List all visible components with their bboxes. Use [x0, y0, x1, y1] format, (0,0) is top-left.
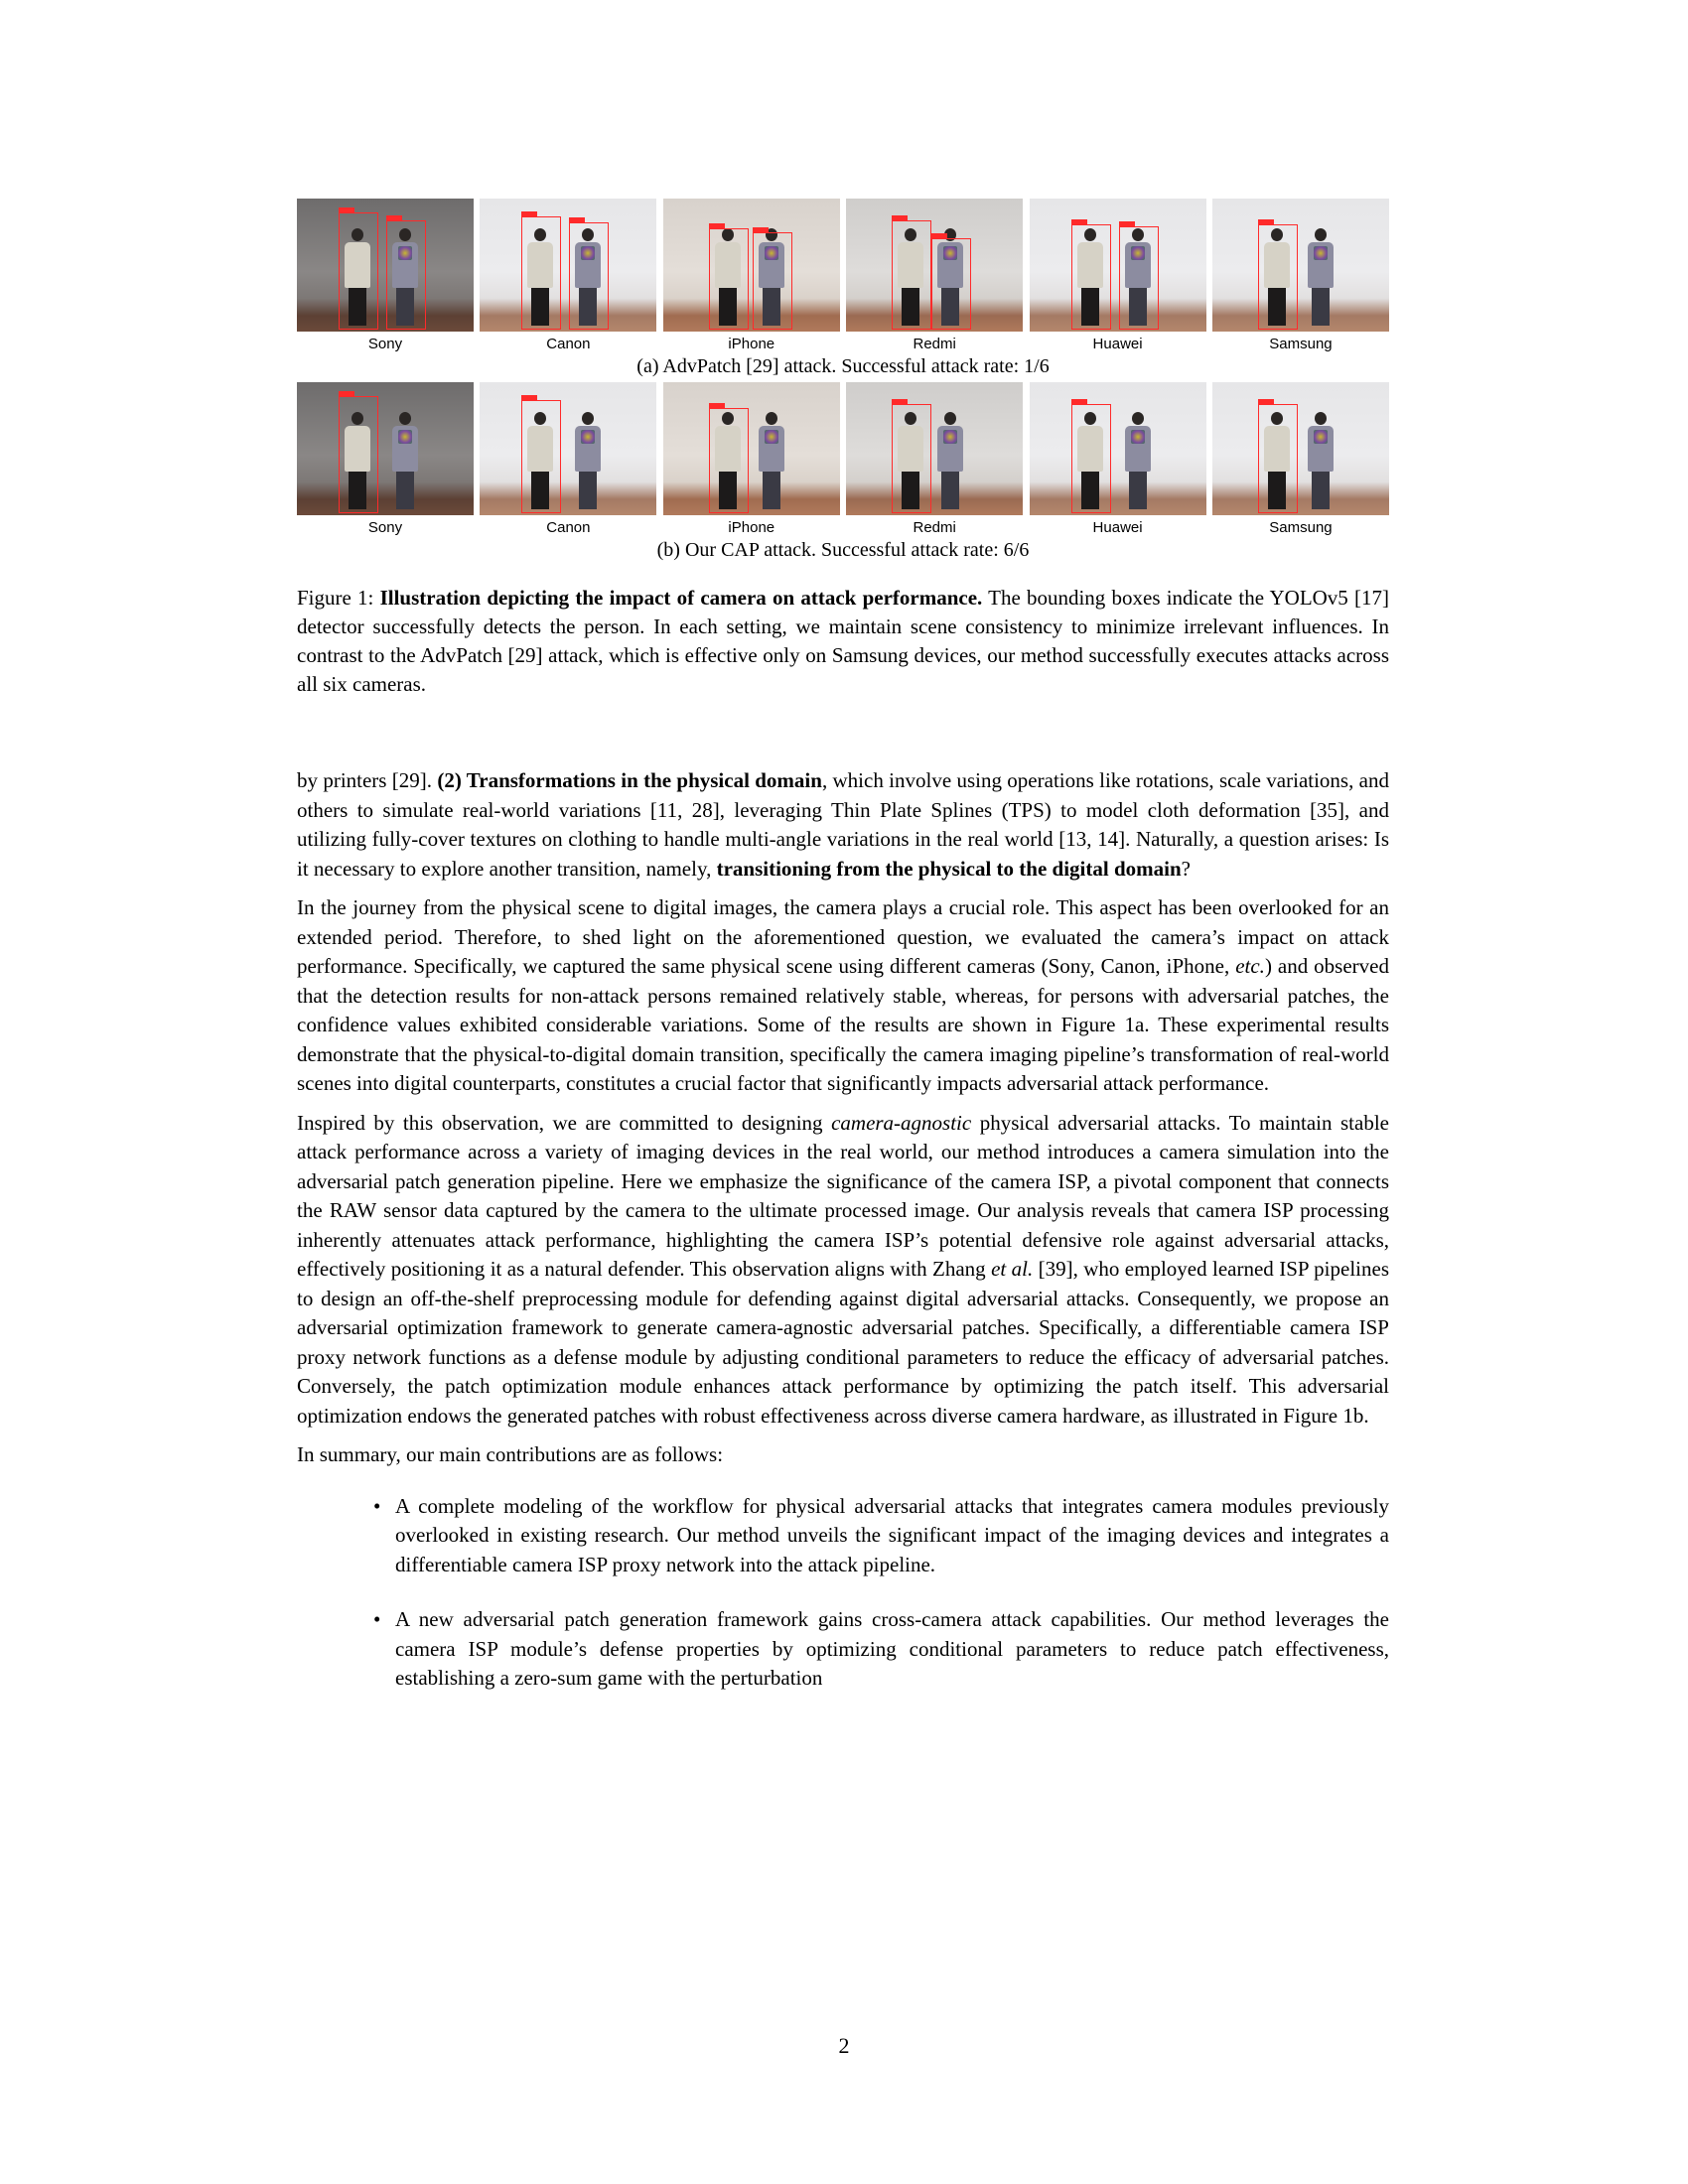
caption-prefix: Figure 1:	[297, 586, 380, 610]
photo-cell	[846, 382, 1023, 537]
list-item	[373, 1605, 1389, 1694]
photo-iphone-cap	[663, 382, 840, 515]
page-number: 2	[838, 2033, 850, 2058]
photo-sony-advpatch	[297, 199, 474, 332]
photo-iphone-advpatch	[663, 199, 840, 332]
photo-cell	[480, 382, 656, 537]
photo-cell	[663, 199, 840, 353]
detection-box	[753, 232, 792, 330]
person-with-patch	[937, 412, 963, 509]
camera-label: Sony	[367, 519, 403, 536]
list-item	[373, 1492, 1389, 1580]
detection-box	[709, 228, 749, 330]
subfigure-caption-b: (b) Our CAP attack. Successful attack rate: 6/6	[656, 539, 1030, 561]
italic-text: et al.	[991, 1257, 1034, 1281]
photo-samsung-advpatch	[1212, 199, 1389, 332]
person-with-patch	[1308, 412, 1334, 509]
photo-huawei-advpatch	[1030, 199, 1206, 332]
paragraph-4: In summary, our main contributions are as follows:	[297, 1442, 724, 1466]
detection-box	[931, 238, 971, 330]
caption-title: Illustration depicting the impact of camera on attack performance.	[379, 586, 983, 610]
detection-box	[339, 212, 378, 330]
detection-box	[1071, 224, 1111, 330]
text-run: [39], who employed learned ISP pipelines to design an off-the-shelf preprocessing module for defending against digital adversarial attacks. Consequently, we propose an adversarial optimization framework to generate camera-agnostic adversarial patches. Specifically, a differentiable camera ISP proxy network functions as a defense module by adjusting conditional parameters to reduce the efficacy of adversarial patches. Conversely, the patch optimization module enhances attack performance by optimizing the patch itself. This adversarial optimization endows the generated patches with robust effectiveness across diverse camera hardware, as illustrated in Figure 1b.	[297, 1257, 1389, 1428]
bold-text: transitioning from the physical to the digital domain	[716, 856, 1182, 881]
photo-canon-advpatch	[480, 199, 656, 332]
person-with-patch	[759, 412, 784, 509]
photo-redmi-advpatch	[846, 199, 1023, 332]
person-with-patch	[575, 412, 601, 509]
detection-box	[709, 408, 749, 513]
figure-caption	[297, 584, 1389, 699]
list-item-text: A new adversarial patch generation framework gains cross-camera attack capabilities. Our method leverages the camera ISP module’s defense properties by optimizing conditional parameters to reduce patch effectiveness, establishing a zero-sum game with the perturbation	[395, 1607, 1389, 1690]
camera-label: Sony	[367, 336, 403, 352]
photo-canon-cap	[480, 382, 656, 515]
italic-text: etc.	[1235, 954, 1265, 978]
subfigure-caption-a: (a) AdvPatch [29] attack. Successful attack rate: 1/6	[636, 355, 1050, 377]
page-content	[297, 199, 1389, 1719]
detection-box	[1258, 224, 1298, 330]
text-run: Inspired by this observation, we are committed to designing	[297, 1110, 832, 1135]
text-run: physical adversarial attacks. To maintain stable attack performance across a variety of imaging devices in the real world, our method introduces a camera simulation into the adversarial patch generation pipeline. Here we emphasize the significance of the camera ISP, a pivotal component that connects the RAW sensor data captured by the camera to the ultimate processed image. Our analysis reveals that camera ISP processing inherently attenuates attack performance, highlighting the camera ISP’s potential defensive role against adversarial attacks, effectively positioning it as a natural defender. This observation aligns with Zhang	[297, 1110, 1389, 1281]
list-item-text: A complete modeling of the workflow for physical adversarial attacks that integrates camera modules previously overlooked in existing research. Our method unveils the significant impact of the imaging devices and integrates a differentiable camera ISP proxy network into the attack pipeline.	[395, 1493, 1389, 1576]
photo-sony-cap	[297, 382, 474, 515]
text-run: ) and observed that the detection results for non-attack persons remained relatively stable, whereas, for persons with adversarial patches, the confidence values exhibited considerable variations. Some of the results are shown in Figure 1a. These experimental results demonstrate that the physical-to-digital domain transition, specifically the camera imaging pipeline’s transformation of real-world scenes into digital counterparts, constitutes a crucial factor that significantly impacts adversarial attack performance.	[297, 954, 1389, 1095]
bullet: •	[373, 1493, 381, 1518]
photo-cell	[1212, 382, 1389, 537]
photo-cell	[663, 382, 840, 537]
photo-huawei-cap	[1030, 382, 1206, 515]
photo-cell	[1030, 199, 1206, 353]
photo-redmi-cap	[846, 382, 1023, 515]
detection-box	[1258, 404, 1298, 513]
text-run: In the journey from the physical scene to digital images, the camera plays a crucial role. This aspect has been overlooked for an extended period. Therefore, to shed light on the aforementioned question, we evaluated the camera’s impact on attack performance. Specifically, we captured the same physical scene using different cameras (Sony, Canon, iPhone,	[297, 895, 1389, 978]
photo-cell	[1212, 199, 1389, 353]
paragraph-2	[297, 893, 1389, 1099]
figure-row-b	[297, 382, 1389, 537]
person-with-patch	[1125, 412, 1151, 509]
text-run: , which involve using operations like rotations, scale variations, and others to simulate real-world variations [11, 28], leveraging Thin Plate Splines (TPS) to model cloth deformation [35], and utilizing fully-cover textures on clothing to handle multi-angle variations in the real world [13, 14]. Naturally, a question arises: Is it necessary to explore another transition, namely,	[297, 768, 1389, 881]
detection-box	[339, 396, 378, 513]
detection-box	[386, 220, 426, 330]
figure-row-a	[297, 199, 1389, 353]
detection-box	[892, 220, 931, 330]
bullet: •	[373, 1607, 381, 1631]
detection-box	[521, 400, 561, 513]
detection-box	[1071, 404, 1111, 513]
photo-cell	[1030, 382, 1206, 537]
camera-label: Samsung	[1269, 519, 1333, 536]
bold-text: (2) Transformations in the physical domain	[437, 768, 822, 792]
detection-box	[521, 216, 561, 330]
detection-box	[892, 404, 931, 513]
camera-label: iPhone	[728, 519, 775, 536]
camera-label: iPhone	[728, 336, 775, 352]
caption-text: The bounding boxes indicate the YOLOv5 [17] detector successfully detects the person. In each setting, we maintain scene consistency to minimize irrelevant influences. In contrast to the AdvPatch [29] attack, which is effective only on Samsung devices, our method successfully executes attacks across all six cameras.	[297, 586, 1390, 696]
camera-label: Huawei	[1092, 336, 1143, 352]
camera-label: Samsung	[1269, 336, 1333, 352]
italic-text: camera-agnostic	[831, 1110, 972, 1135]
detection-box	[569, 222, 609, 330]
detection-box	[1119, 226, 1159, 330]
camera-label: Huawei	[1092, 519, 1143, 536]
text-run: ?	[1181, 856, 1191, 881]
text-run: by printers [29].	[297, 768, 438, 792]
camera-label: Redmi	[913, 336, 956, 352]
body-text	[297, 766, 1389, 1694]
photo-cell	[480, 199, 656, 353]
photo-cell	[297, 382, 474, 537]
camera-label: Redmi	[913, 519, 956, 536]
person-with-patch	[1308, 228, 1334, 326]
person-with-patch	[392, 412, 418, 509]
photo-cell	[846, 199, 1023, 353]
camera-label: Canon	[546, 336, 591, 352]
paragraph-1	[297, 766, 1389, 884]
photo-samsung-cap	[1212, 382, 1389, 515]
camera-label: Canon	[546, 519, 591, 536]
photo-cell	[297, 199, 474, 353]
paragraph-3	[297, 1109, 1389, 1432]
contributions-list	[297, 1492, 1389, 1694]
